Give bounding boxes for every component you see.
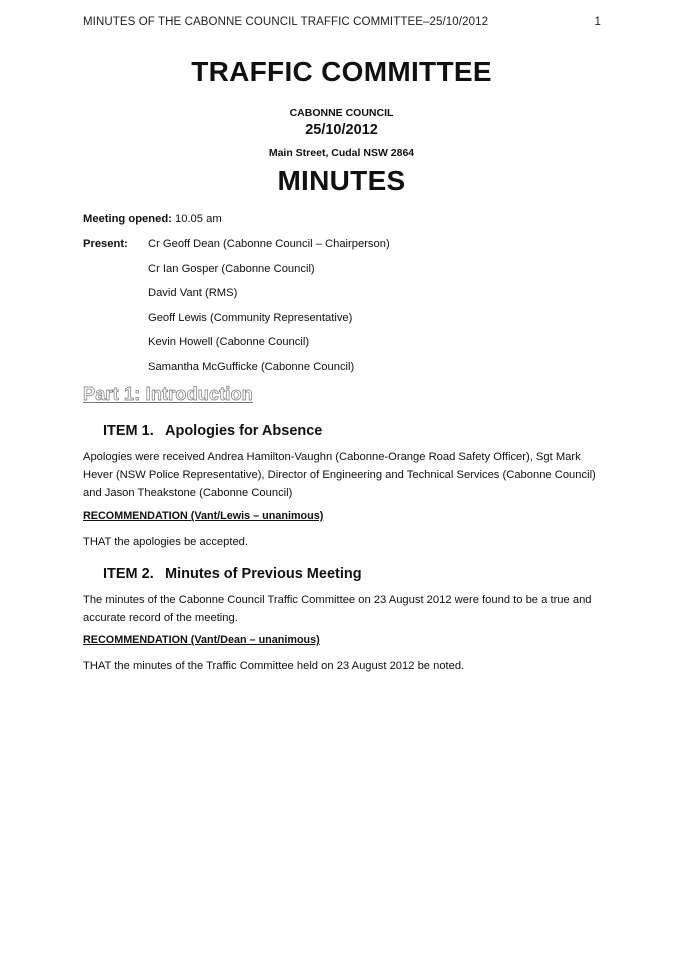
- attendee: Cr Ian Gosper (Cabonne Council): [148, 262, 315, 275]
- running-title: MINUTES OF THE CABONNE COUNCIL TRAFFIC COMMITTEE–25/10/2012: [83, 16, 489, 28]
- attendee: Kevin Howell (Cabonne Council): [148, 336, 310, 348]
- item1-resolution: THAT the apologies be accepted.: [83, 536, 249, 548]
- item1-text: Apologies were received Andrea Hamilton-Vaughn (Cabonne-Orange Road Safety Officer), Sgt Mark Hever (NSW Police Representative), Director of Engineering and Technical Services (Cabonne Council) and Jason Theakstone (Cabonne Council): [83, 451, 596, 499]
- meeting-opened-label: Meeting opened:: [83, 213, 172, 225]
- item2-title: Minutes of Previous Meeting: [165, 566, 362, 582]
- item2-resolution: THAT the minutes of the Traffic Committee held on 23 August 2012 be noted.: [83, 660, 465, 672]
- meeting-opened-value: 10.05 am: [171, 213, 222, 225]
- attendee: Geoff Lewis (Community Representative): [148, 311, 353, 324]
- meeting-opened: [83, 210, 222, 228]
- meeting-address: Main Street, Cudal NSW 2864: [268, 147, 415, 159]
- page-number: 1: [594, 16, 601, 28]
- item1-recommendation: RECOMMENDATION (Vant/Lewis – unanimous): [83, 510, 324, 522]
- attendee: Cr Geoff Dean (Cabonne Council – Chairperson): [148, 238, 390, 250]
- organisation-name: CABONNE COUNCIL: [289, 107, 394, 119]
- attendee: David Vant (RMS): [148, 287, 238, 299]
- item2-text: The minutes of the Cabonne Council Traffic Committee on 23 August 2012 were found to be a true and accurate record of the meeting.: [83, 594, 592, 624]
- part1-heading: Part 1: Introduction: [83, 384, 253, 404]
- item2-recommendation: RECOMMENDATION (Vant/Dean – unanimous): [83, 634, 320, 646]
- document-title: TRAFFIC COMMITTEE: [191, 56, 492, 87]
- meeting-date: 25/10/2012: [305, 122, 378, 138]
- present-label: Present:: [83, 238, 128, 250]
- attendee: Samantha McGufficke (Cabonne Council): [148, 360, 355, 373]
- item1-number: ITEM 1.: [103, 423, 154, 439]
- item2-heading: [103, 566, 362, 582]
- item1-heading: [103, 423, 322, 439]
- item2-number: ITEM 2.: [103, 566, 154, 582]
- attendee-list: [148, 235, 390, 382]
- item1-title: Apologies for Absence: [165, 423, 323, 439]
- running-header: [83, 16, 601, 28]
- minutes-heading: MINUTES: [277, 165, 406, 196]
